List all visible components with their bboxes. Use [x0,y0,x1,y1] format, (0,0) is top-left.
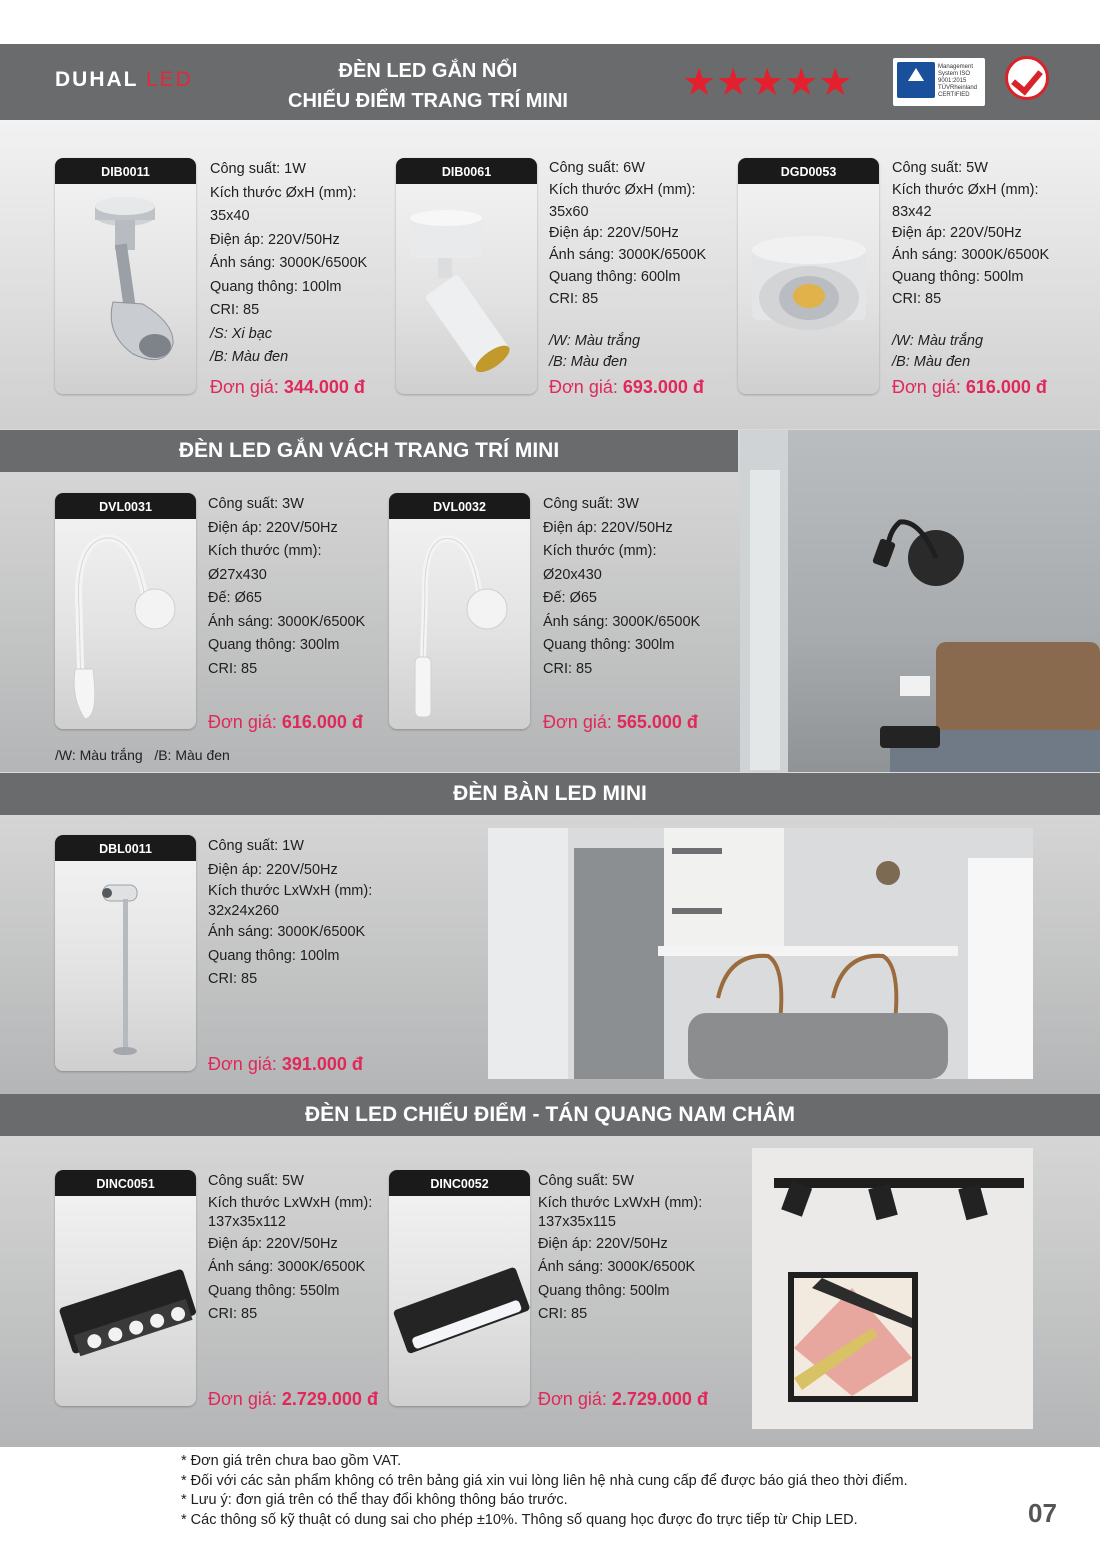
product-code: DINC0051 [55,1170,196,1196]
product-image-gooseneck-a [55,519,196,729]
product-image-linear-light [389,1196,530,1406]
product-price-dbl0011: Đơn giá: 391.000 đ [208,1054,363,1074]
rating-stars-icon: ★★★★★ [682,62,853,104]
page-title: ĐÈN LED GẮN NỔI CHIẾU ĐIỂM TRANG TRÍ MINI [288,60,568,112]
award-check-icon [1005,56,1049,100]
section-title-wall: ĐÈN LED GẮN VÁCH TRANG TRÍ MINI [0,430,738,472]
footnotes: * Đơn giá trên chưa bao gồm VAT. * Đối với các sản phẩm không có trên bảng giá xin vui lòng liên hệ nhà cung cấp để được báo giá theo thời điểm. * Lưu ý: đơn giá trên có thể thay đổi không thông báo trước. * Các thông số kỹ thuật có dung sai cho phép ±10%. Thông số quang học được đo trực tiếp từ Chip LED. [181,1453,908,1528]
tuv-certification-logo [893,58,985,106]
product-price-dinc0051: Đơn giá: 2.729.000 đ [208,1389,378,1409]
product-card-dib0061 [396,158,537,394]
room-photo-bedroom [740,430,1100,772]
product-specs-dbl0011: Công suất: 1W Điện áp: 220V/50Hz Kích thước LxWxH (mm): 32x24x260 Ánh sáng: 3000K/6500K Quang thông: 100lm CRI: 85 [208,838,373,987]
tuv-triangle-icon [897,62,935,98]
product-specs-dinc0052: Công suất: 5W Kích thước LxWxH (mm): 137x35x115 Điện áp: 220V/50Hz Ánh sáng: 3000K/6500K Quang thông: 500lm CRI: 85 [538,1173,703,1322]
product-price-dgd0053: Đơn giá: 616.000 đ [892,377,1047,397]
product-code: DIB0061 [396,158,537,184]
product-specs-dib0011: Công suất: 1W Kích thước ØxH (mm): 35x40 Điện áp: 220V/50Hz Ánh sáng: 3000K/6500K Quang thông: 100lm CRI: 85 /S: Xi bạc /B: Màu đen [210,161,368,365]
page-header [0,44,1100,120]
product-specs-dib0061: Công suất: 6W Kích thước ØxH (mm): 35x60 Điện áp: 220V/50Hz Ánh sáng: 3000K/6500K Quang thông: 600lm CRI: 85 /W: Màu trắng /B: Màu đen [549,160,707,371]
product-code: DINC0052 [389,1170,530,1196]
product-code: DGD0053 [738,158,879,184]
section-title-magnetic: ĐÈN LED CHIẾU ĐIỂM - TÁN QUANG NAM CHÂM [0,1094,1100,1136]
product-card-dgd0053 [738,158,879,394]
product-code: DIB0011 [55,158,196,184]
section-title-desk: ĐÈN BÀN LED MINI [0,773,1100,815]
product-specs-dinc0051: Công suất: 5W Kích thước LxWxH (mm): 137x35x112 Điện áp: 220V/50Hz Ánh sáng: 3000K/6500K Quang thông: 550lm CRI: 85 [208,1173,373,1322]
product-specs-dvl0031: Công suất: 3W Điện áp: 220V/50Hz Kích thước (mm): Ø27x430 Đế: Ø65 Ánh sáng: 3000K/6500K Quang thông: 300lm CRI: 85 [208,496,366,677]
product-specs-dgd0053: Công suất: 5W Kích thước ØxH (mm): 83x42 Điện áp: 220V/50Hz Ánh sáng: 3000K/6500K Quang thông: 500lm CRI: 85 /W: Màu trắng /B: Màu đen [892,160,1050,371]
color-option-note: /W: Màu trắng /B: Màu đen [55,747,230,763]
product-price-dib0061: Đơn giá: 693.000 đ [549,377,704,397]
product-card-dinc0052 [389,1170,530,1406]
product-price-dvl0031: Đơn giá: 616.000 đ [208,712,363,732]
product-card-dib0011 [55,158,196,394]
product-image-spot-arm [55,184,196,394]
product-price-dinc0052: Đơn giá: 2.729.000 đ [538,1389,708,1409]
product-code: DVL0031 [55,493,196,519]
product-card-dbl0011 [55,835,196,1071]
product-image-desk-lamp [55,861,196,1071]
product-card-dvl0031 [55,493,196,729]
product-code: DVL0032 [389,493,530,519]
product-image-downlight [738,184,879,394]
product-image-gooseneck-b [389,519,530,729]
room-photo-study [488,828,1033,1079]
quality-award-logo [1003,56,1051,108]
product-code: DBL0011 [55,835,196,861]
product-image-spot-white [396,184,537,394]
product-card-dinc0051 [55,1170,196,1406]
product-price-dib0011: Đơn giá: 344.000 đ [210,377,365,397]
product-card-dvl0032 [389,493,530,729]
product-image-grille-light [55,1196,196,1406]
page-number: 07 [1028,1498,1057,1528]
product-price-dvl0032: Đơn giá: 565.000 đ [543,712,698,732]
product-specs-dvl0032: Công suất: 3W Điện áp: 220V/50Hz Kích thước (mm): Ø20x430 Đế: Ø65 Ánh sáng: 3000K/6500K Quang thông: 300lm CRI: 85 [543,496,701,677]
brand-logo: DUHAL LED [55,68,193,91]
room-photo-track-lights [752,1148,1033,1429]
tuv-cert-text: Management System ISO 9001:2015 TÜVRheinland CERTIFIED [938,64,978,98]
